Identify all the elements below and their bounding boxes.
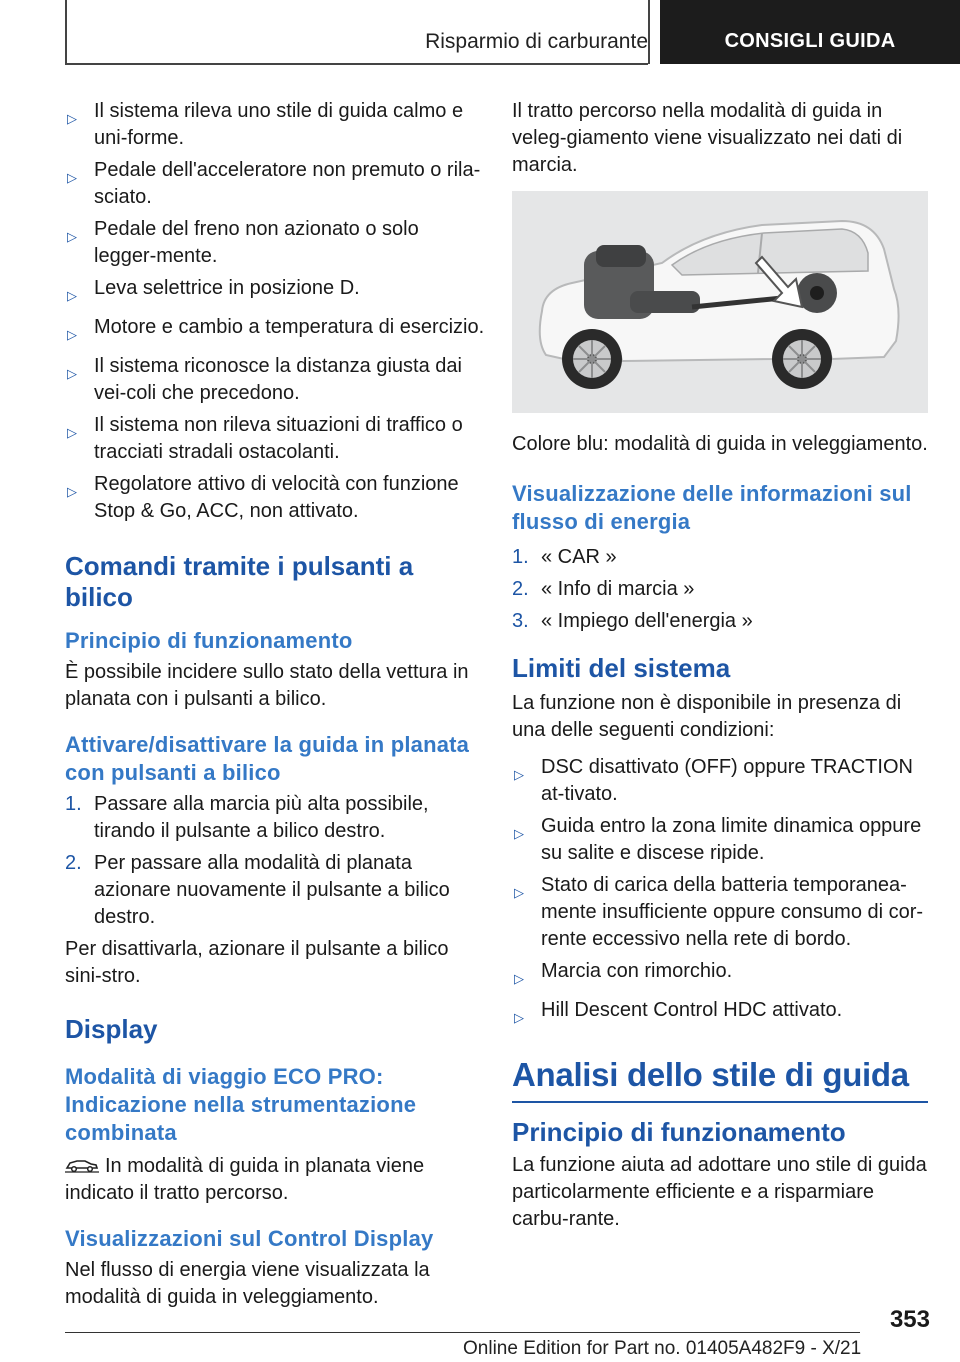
heading-control-display: Visualizzazioni sul Control Display <box>65 1226 434 1251</box>
header-frame-bottom <box>65 63 648 65</box>
heading-visualizzazione: Visualizzazione delle informazioni sul flusso di energia <box>512 481 912 534</box>
list-item: 1. « CAR » <box>512 546 617 568</box>
footer-edition: Online Edition for Part no. 01405A482F9 - X/21 <box>463 1338 862 1359</box>
right-column <box>512 98 930 1243</box>
list-item: 3. « Impiego dell'energia » <box>512 610 753 632</box>
paragraph-principio-2: La funzione aiuta ad adottare uno stile di guida particolarmente efficiente e a risparmiare carbu-rante. <box>512 1153 927 1230</box>
car-illustration <box>512 191 928 413</box>
list-item: ▷ Marcia con rimorchio. <box>512 958 930 992</box>
left-column <box>65 98 485 1321</box>
header-frame-left <box>65 0 67 64</box>
triangle-right-icon: ▷ <box>514 767 524 782</box>
triangle-right-icon: ▷ <box>514 826 524 841</box>
triangle-right-icon: ▷ <box>67 327 77 342</box>
heading-principio-2: Principio di funzionamento <box>512 1116 846 1147</box>
header-frame-divider <box>648 0 650 64</box>
triangle-right-icon: ▷ <box>514 885 524 900</box>
heading-comandi: Comandi tramite i pulsanti a bilico <box>65 551 414 612</box>
triangle-right-icon: ▷ <box>67 288 77 303</box>
triangle-right-icon: ▷ <box>67 484 77 499</box>
triangle-right-icon: ▷ <box>67 170 77 185</box>
triangle-right-icon: ▷ <box>67 111 77 126</box>
list-item: ▷ DSC disattivato (OFF) oppure TRACTION at-tivato. <box>512 754 930 808</box>
triangle-right-icon: ▷ <box>67 229 77 244</box>
triangle-right-icon: ▷ <box>67 366 77 381</box>
list-item: ▷ Regolatore attivo di velocità con funzione Stop & Go, ACC, non attivato. <box>65 471 485 525</box>
list-item: ▷ Il sistema non rileva situazioni di traffico o tracciati stradali ostacolanti. <box>65 412 485 466</box>
conditions-list <box>65 98 485 525</box>
list-item: ▷ Stato di carica della batteria temporanea-mente insufficiente oppure consumo di cor-rente eccessivo nella rete di bordo. <box>512 872 930 953</box>
heading-attivare: Attivare/disattivare la guida in planata con pulsanti a bilico <box>65 732 470 785</box>
heading-modalita: Modalità di viaggio ECO PRO: Indicazione nella strumentazione combinata <box>65 1064 417 1145</box>
list-item: ▷ Pedale dell'acceleratore non premuto o rila-sciato. <box>65 157 485 211</box>
triangle-right-icon: ▷ <box>514 1010 524 1025</box>
heading-principio: Principio di funzionamento <box>65 628 353 653</box>
heading-display: Display <box>65 1014 158 1044</box>
list-item: ▷ Pedale del freno non azionato o solo legger-mente. <box>65 216 485 270</box>
paragraph-control-display: Nel flusso di energia viene visualizzata la modalità di guida in veleggiamento. <box>65 1259 430 1308</box>
triangle-right-icon: ▷ <box>67 425 77 440</box>
heading-limiti: Limiti del sistema <box>512 653 731 683</box>
list-item: 2. « Info di marcia » <box>512 578 695 600</box>
car-drivetrain-image <box>512 191 928 413</box>
list-item: 2. Per passare alla modalità di planata azionare nuovamente il pulsante a bilico destro. <box>65 852 450 928</box>
list-item: ▷ Guida entro la zona limite dinamica oppure su salite e discese ripide. <box>512 813 930 867</box>
list-item: ▷ Leva selettrice in posizione D. <box>65 275 485 309</box>
list-item: ▷ Il sistema riconosce la distanza giusta dai vei-coli che precedono. <box>65 353 485 407</box>
paragraph-disattivare: Per disattivarla, azionare il pulsante a bilico sini-stro. <box>65 938 449 987</box>
limits-list <box>512 754 930 1031</box>
coasting-car-icon <box>65 1157 99 1173</box>
paragraph-principio: È possibile incidere sullo stato della vettura in planata con i pulsanti a bilico. <box>65 661 469 710</box>
heading-rule <box>512 1101 928 1103</box>
triangle-right-icon: ▷ <box>514 971 524 986</box>
paragraph-tratto: Il tratto percorso nella modalità di guida in veleg-giamento viene visualizzato nei dati di marcia. <box>512 100 903 176</box>
paragraph-modalita: In modalità di guida in planata viene indicato il tratto percorso. <box>65 1155 425 1204</box>
paragraph-limiti: La funzione non è disponibile in presenza di una delle seguenti condizioni: <box>512 692 902 741</box>
menu-path-list <box>512 544 930 635</box>
heading-analisi: Analisi dello stile di guida <box>512 1056 909 1093</box>
list-item: ▷ Motore e cambio a temperatura di esercizio. <box>65 314 485 348</box>
list-item: 1. Passare alla marcia più alta possibile, tirando il pulsante a bilico destro. <box>65 793 429 842</box>
page-number: 353 <box>889 1306 930 1333</box>
list-item: ▷ Il sistema rileva uno stile di guida calmo e uni-forme. <box>65 98 485 152</box>
list-item: ▷ Hill Descent Control HDC attivato. <box>512 997 930 1031</box>
footer-rule <box>65 1332 860 1333</box>
header-chapter-tab: CONSIGLI GUIDA <box>660 0 960 64</box>
header-section-title: Risparmio di carburante <box>425 30 648 53</box>
image-caption: Colore blu: modalità di guida in veleggiamento. <box>512 433 928 455</box>
steps-list <box>65 791 485 931</box>
